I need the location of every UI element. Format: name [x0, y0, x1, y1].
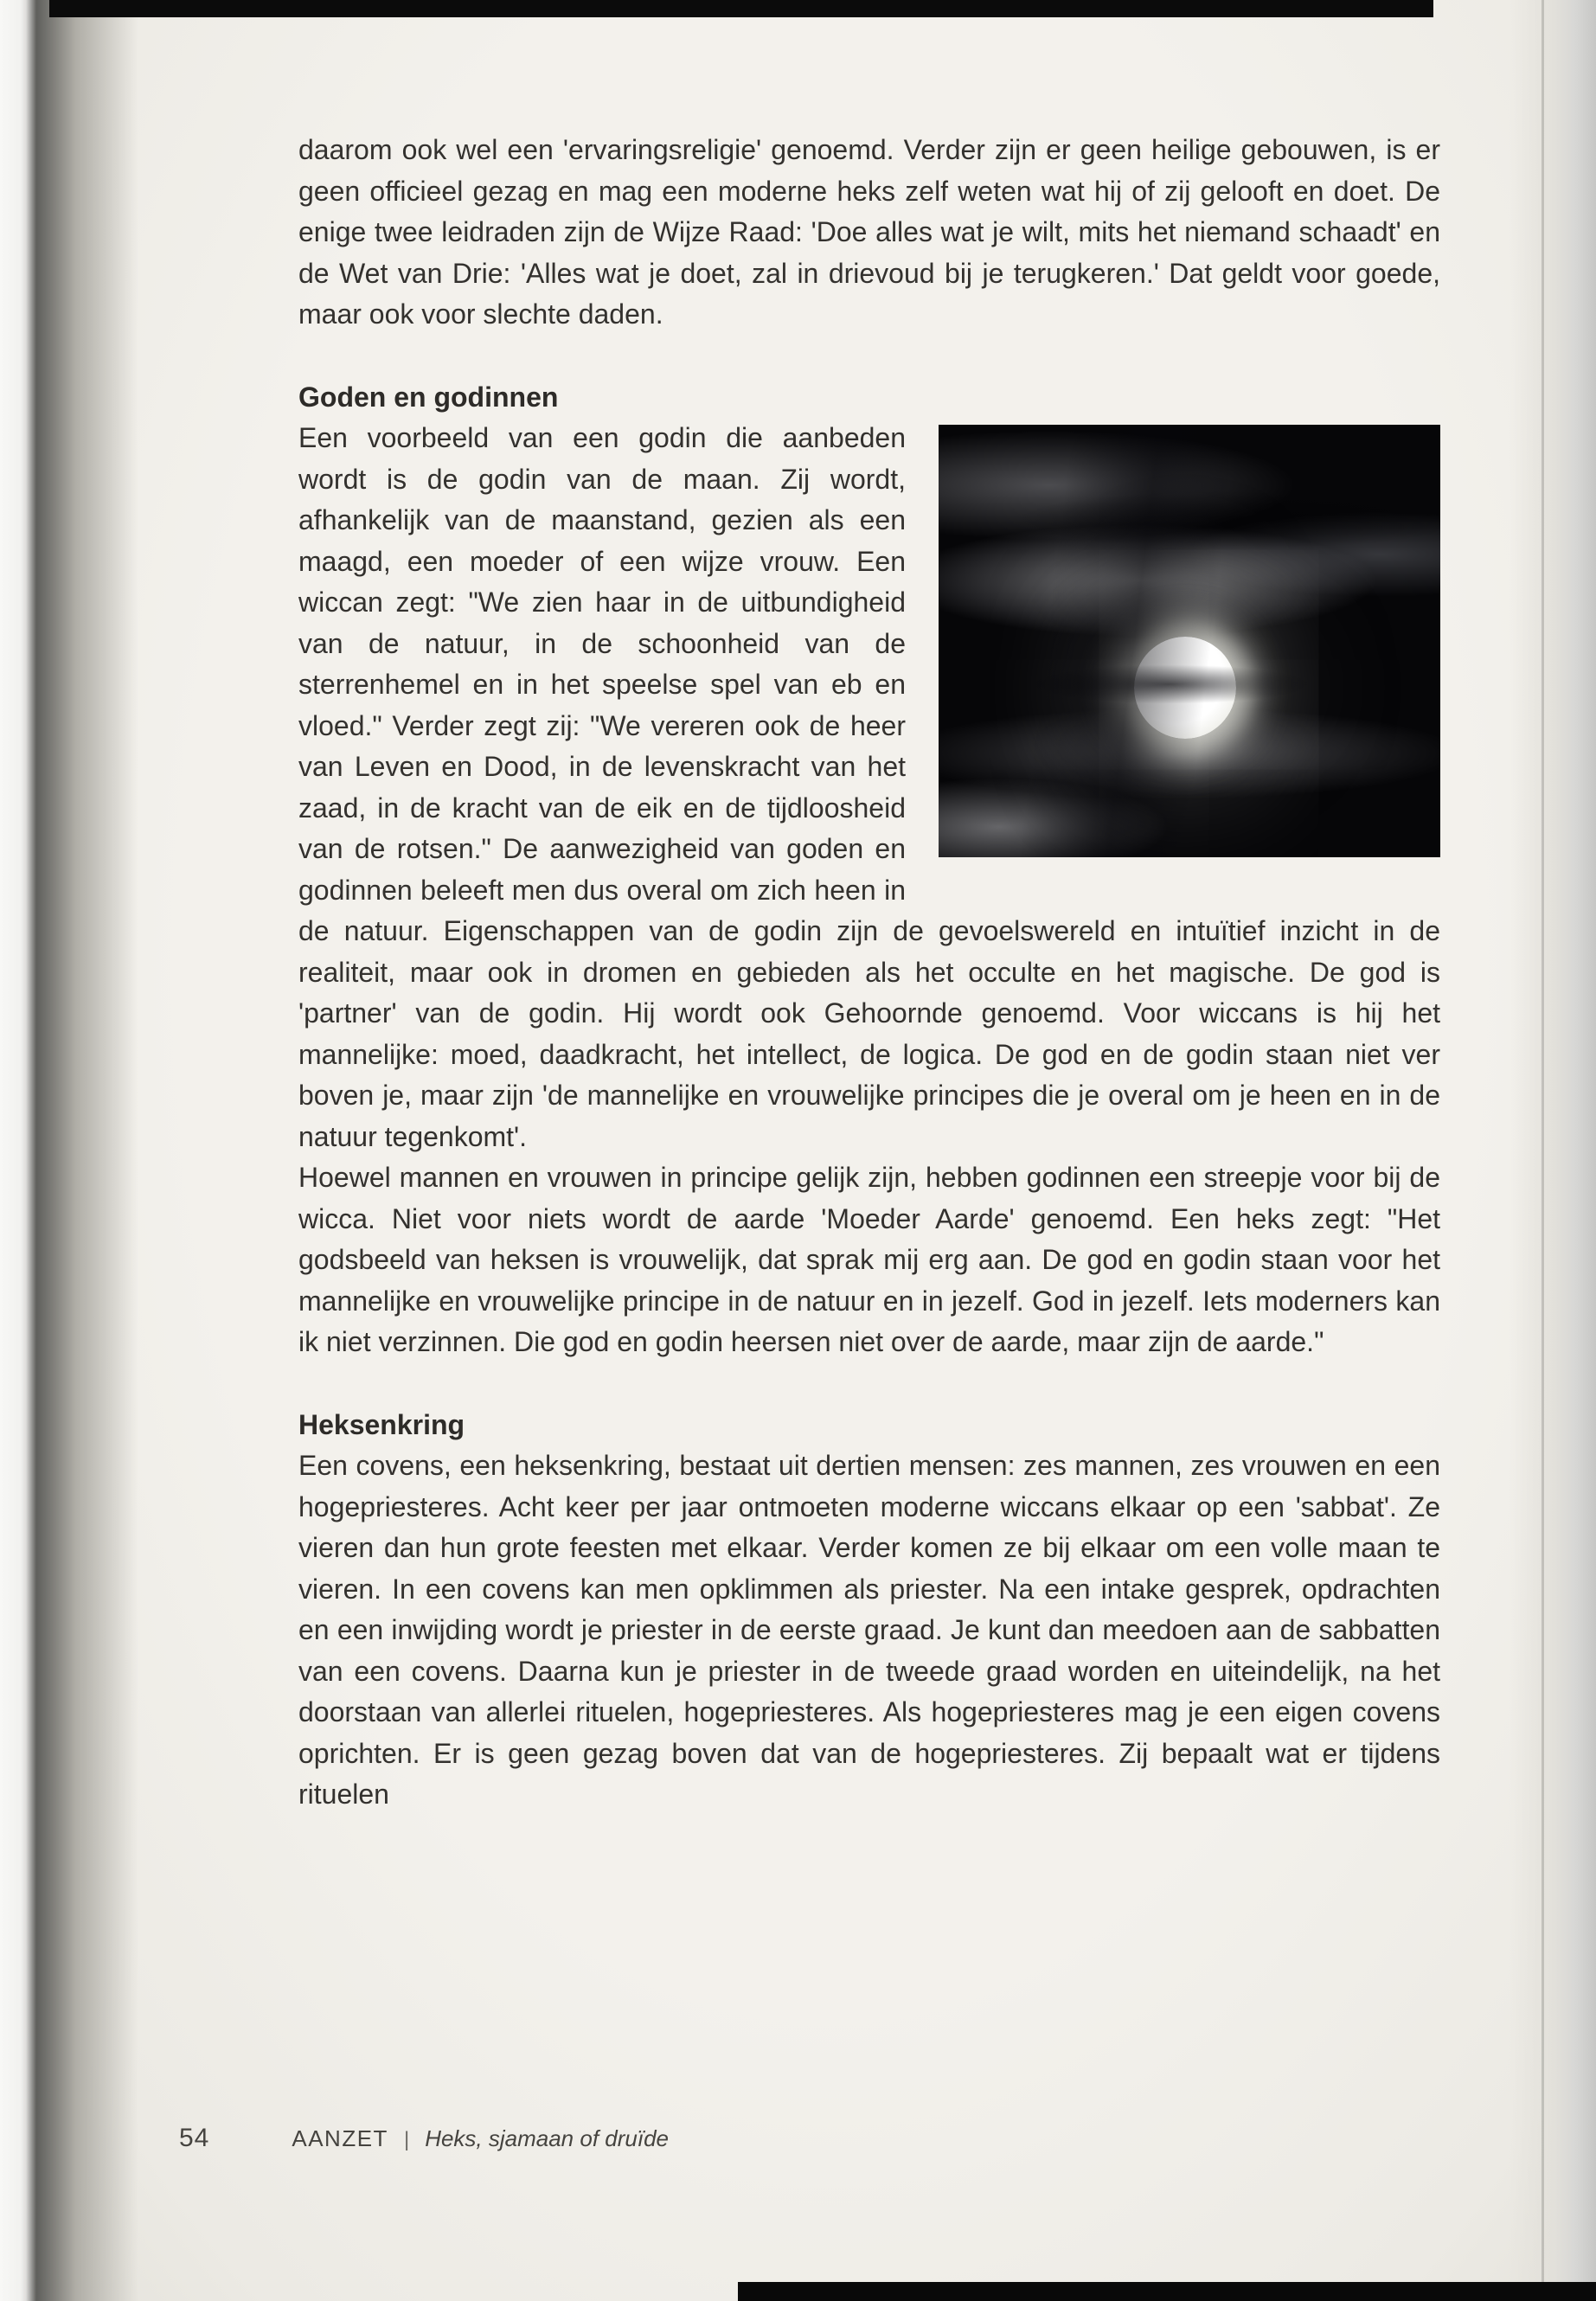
section-heading-heksenkring: Heksenkring: [298, 1408, 465, 1440]
section-heading-goden-en-godinnen: Goden en godinnen: [298, 381, 559, 413]
scan-top-black-bar: [49, 0, 1433, 17]
footer-series: AANZET: [292, 2125, 388, 2151]
goden-paragraph-1: Een voorbeeld van een godin die aanbeden wordt is de godin van de maan. Zij wordt, afhankelijk van de maanstand, gezien als een maagd, een moeder of een wijze vrouw. Een wiccan zegt: "We zien haar in de uitbundigheid van de natuur, in de schoonheid van de sterrenhemel en in het speelse spel van eb en vloed." Verder zegt zij: "We vereren ook de heer van Leven en Dood, in de levenskracht van het zaad, in de kracht van de eik en de tijdloosheid van de rotsen." De aanwezigheid van goden en godinnen beleeft men dus overal om zich heen in de natuur. Eigenschappen van de godin zijn de gevoelswereld en intuïtief inzicht in de realiteit, maar ook in dromen en gebieden als het occulte en het magische. De god is 'partner' van de godin. Hij wordt ook Gehoornde genoemd. Voor wiccans is hij het mannelijke: moed, daadkracht, het intellect, de logica. De god en de godin staan niet ver boven je, maar zijn 'de mannelijke en vrouwelijke principes die je overal om je heen en in de natuur tegenkomt'.: [298, 422, 1440, 1152]
page-text-column: [298, 130, 1440, 1816]
scan-bottom-black-bar: [738, 2282, 1596, 2301]
heksenkring-paragraph-1: Een covens, een heksenkring, bestaat uit dertien mensen: zes mannen, zes vrouwen en een hogepriesteres. Acht keer per jaar ontmoeten moderne wiccans elkaar op een 'sabbat'. Ze vieren dan hun grote feesten met elkaar. Verder komen ze bij elkaar om een volle maan te vieren. In een covens kan men opklimmen als priester. Na een intake gesprek, opdrachten en een inwijding wordt je priester in de eerste graad. Je kunt dan meedoen aan de sabbatten van een covens. Daarna kun je priester in de tweede graad worden en uiteindelijk, na het doorstaan van allerlei rituelen, hogepriesteres. Als hogepriesteres mag je een eigen covens oprichten. Er is geen gezag boven dat van de hogepriesteres. Zij bepaalt wat er tijdens rituelen: [298, 1450, 1440, 1810]
footer-book-title: Heks, sjamaan of druïde: [425, 2125, 669, 2151]
moon-photo: [939, 425, 1440, 857]
page-right-edge: [1509, 0, 1596, 2301]
intro-paragraph: daarom ook wel een 'ervaringsreligie' genoemd. Verder zijn er geen heilige gebouwen, is er geen officieel gezag en mag een moderne heks zelf weten wat hij of zij gelooft en doet. De enige twee leidraden zijn de Wijze Raad: 'Doe alles wat je wilt, mits het niemand schaadt' en de Wet van Drie: 'Alles wat je doet, zal in drievoud bij je terugkeren.' Dat geldt voor goede, maar ook voor slechte daden.: [298, 134, 1440, 330]
page-number: 54: [179, 2124, 210, 2152]
book-spine-shadow: [0, 0, 138, 2301]
page-footer: [179, 2124, 669, 2153]
cloud-streaks: [939, 425, 1440, 857]
goden-paragraph-2: Hoewel mannen en vrouwen in principe gelijk zijn, hebben godinnen een streepje voor bij de wicca. Niet voor niets wordt de aarde 'Moeder Aarde' genoemd. Een heks zegt: "Het godsbeeld van heksen is vrouwelijk, dat sprak mij erg aan. De god en godin staan voor het mannelijke en vrouwelijke principe in de natuur en in jezelf. God in jezelf. Iets moderners kan ik niet verzinnen. Die god en godin heersen niet over de aarde, maar zijn de aarde.": [298, 1162, 1440, 1357]
footer-divider: |: [403, 2128, 410, 2151]
page-edge-line: [1542, 0, 1544, 2301]
